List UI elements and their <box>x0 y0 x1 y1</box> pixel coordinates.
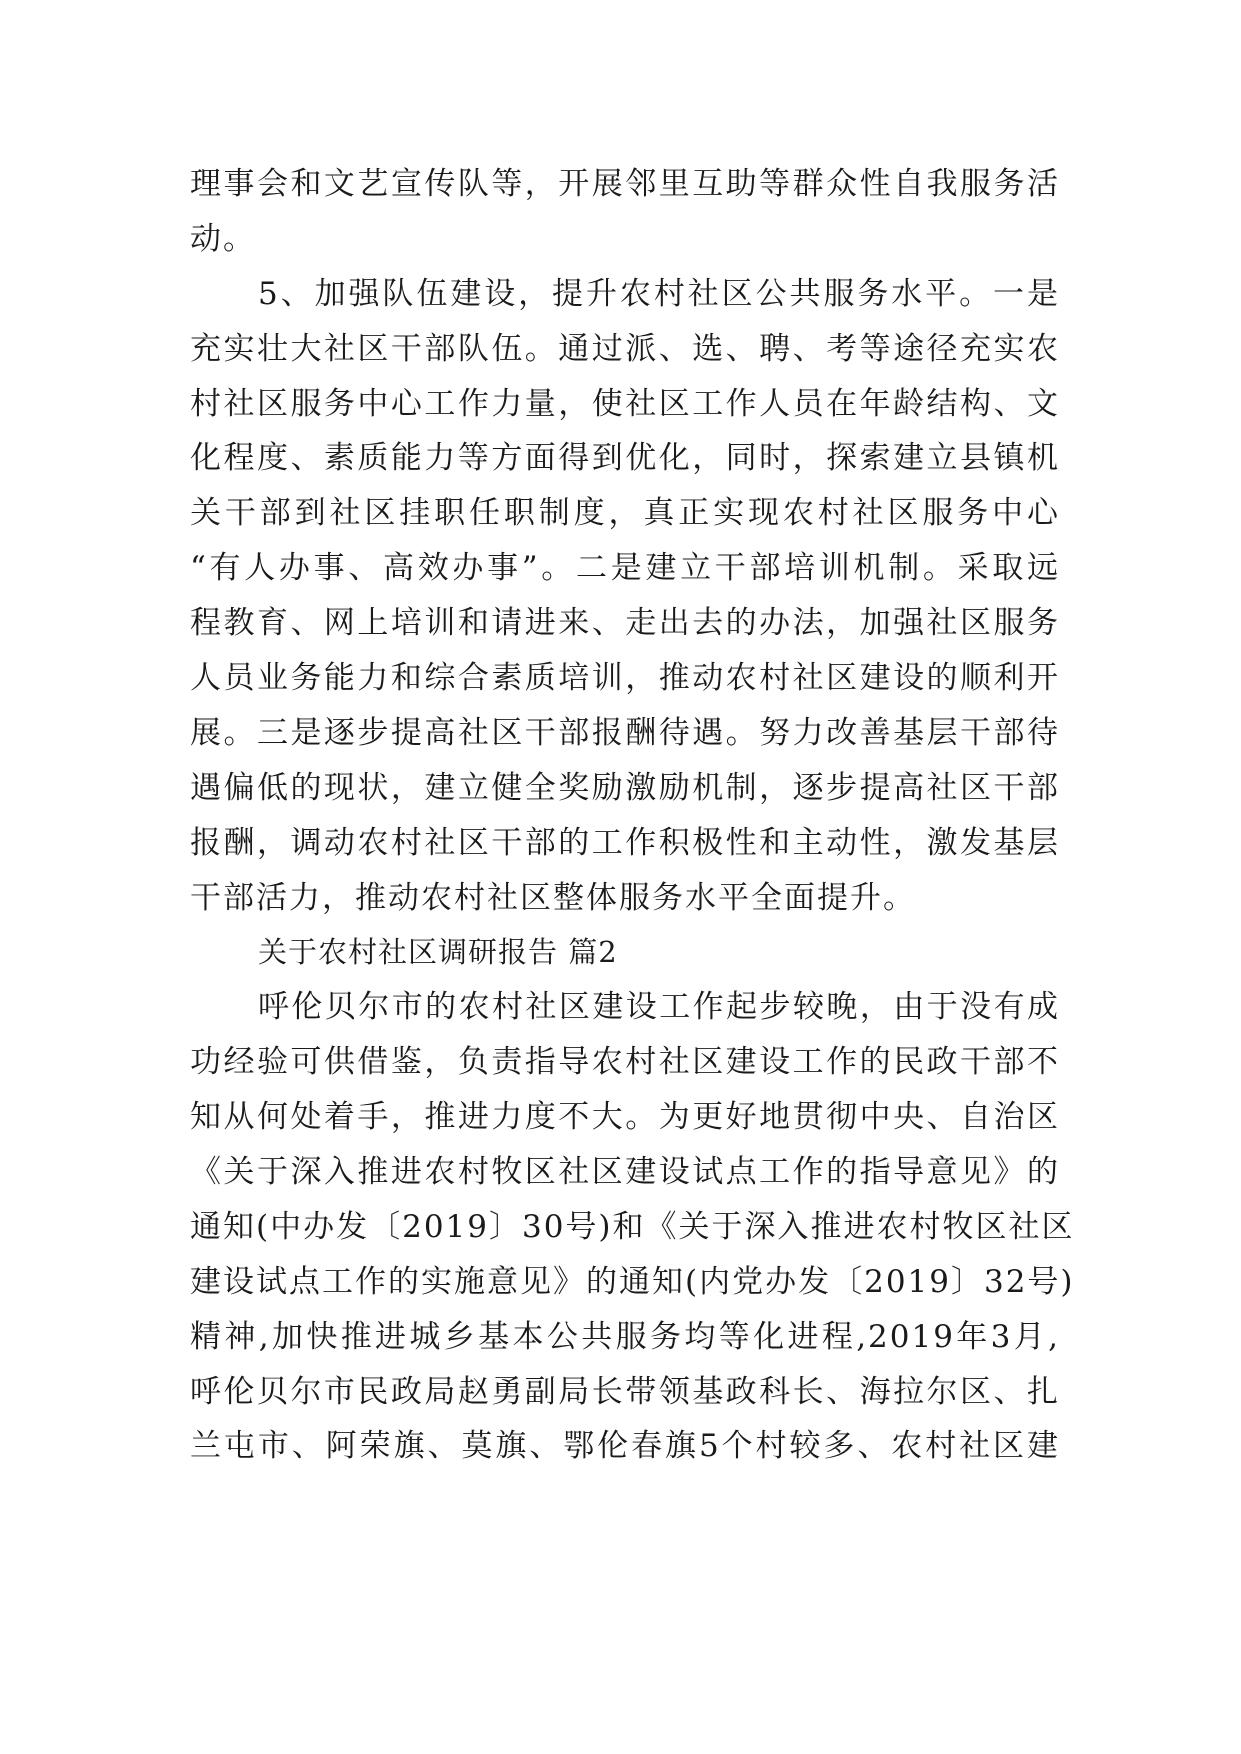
text-line: 化程度、素质能力等方面得到优化，同时，探索建立县镇机 <box>190 440 1060 477</box>
text-line: 充实壮大社区干部队伍。通过派、选、聘、考等途径充实农 <box>190 330 1060 367</box>
text-line: 程教育、网上培训和请进来、走出去的办法，加强社区服务 <box>190 605 1060 642</box>
text-line: 遇偏低的现状，建立健全奖励激励机制，逐步提高社区干部 <box>190 769 1060 806</box>
text-line: 呼伦贝尔市民政局赵勇副局长带领基政科长、海拉尔区、扎 <box>190 1373 1060 1410</box>
section-5-heading-line: 5、加强队伍建设，提升农村社区公共服务水平。一是 <box>258 275 1060 312</box>
text-line: 呼伦贝尔市的农村社区建设工作起步较晚，由于没有成 <box>258 989 1060 1026</box>
text-line: 通知(中办发〔2019〕30号)和《关于深入推进农村牧区社区 <box>190 1208 1075 1245</box>
text-line: 理事会和文艺宣传队等，开展邻里互助等群众性自我服务活 <box>190 166 1060 202</box>
text-line: 关干部到社区挂职任职制度，真正实现农村社区服务中心 <box>190 495 1060 532</box>
text-line: 兰屯市、阿荣旗、莫旗、鄂伦春旗5个村较多、农村社区建 <box>190 1428 1060 1465</box>
document-body <box>190 157 1075 1474</box>
section-title: 关于农村社区调研报告 篇2 <box>258 935 618 970</box>
text-line: 干部活力，推动农村社区整体服务水平全面提升。 <box>190 879 916 916</box>
text-line: “有人办事、高效办事”。二是建立干部培训机制。采取远 <box>190 550 1060 587</box>
text-line: 动。 <box>190 220 256 257</box>
text-line: 建设试点工作的实施意见》的通知(内党办发〔2019〕32号) <box>190 1263 1075 1300</box>
text-line: 展。三是逐步提高社区干部报酬待遇。努力改善基层干部待 <box>190 714 1060 751</box>
text-line: 《关于深入推进农村牧区社区建设试点工作的指导意见》的 <box>190 1154 1060 1191</box>
text-line: 功经验可供借鉴，负责指导农村社区建设工作的民政干部不 <box>190 1044 1060 1081</box>
text-line: 村社区服务中心工作力量，使社区工作人员在年龄结构、文 <box>190 385 1060 422</box>
text-line: 人员业务能力和综合素质培训，推动农村社区建设的顺利开 <box>190 660 1060 697</box>
text-line: 精神,加快推进城乡基本公共服务均等化进程,2019年3月, <box>190 1318 1060 1355</box>
text-line: 报酬，调动农村社区干部的工作积极性和主动性，激发基层 <box>190 824 1060 861</box>
text-line: 知从何处着手，推进力度不大。为更好地贯彻中央、自治区 <box>190 1099 1060 1136</box>
